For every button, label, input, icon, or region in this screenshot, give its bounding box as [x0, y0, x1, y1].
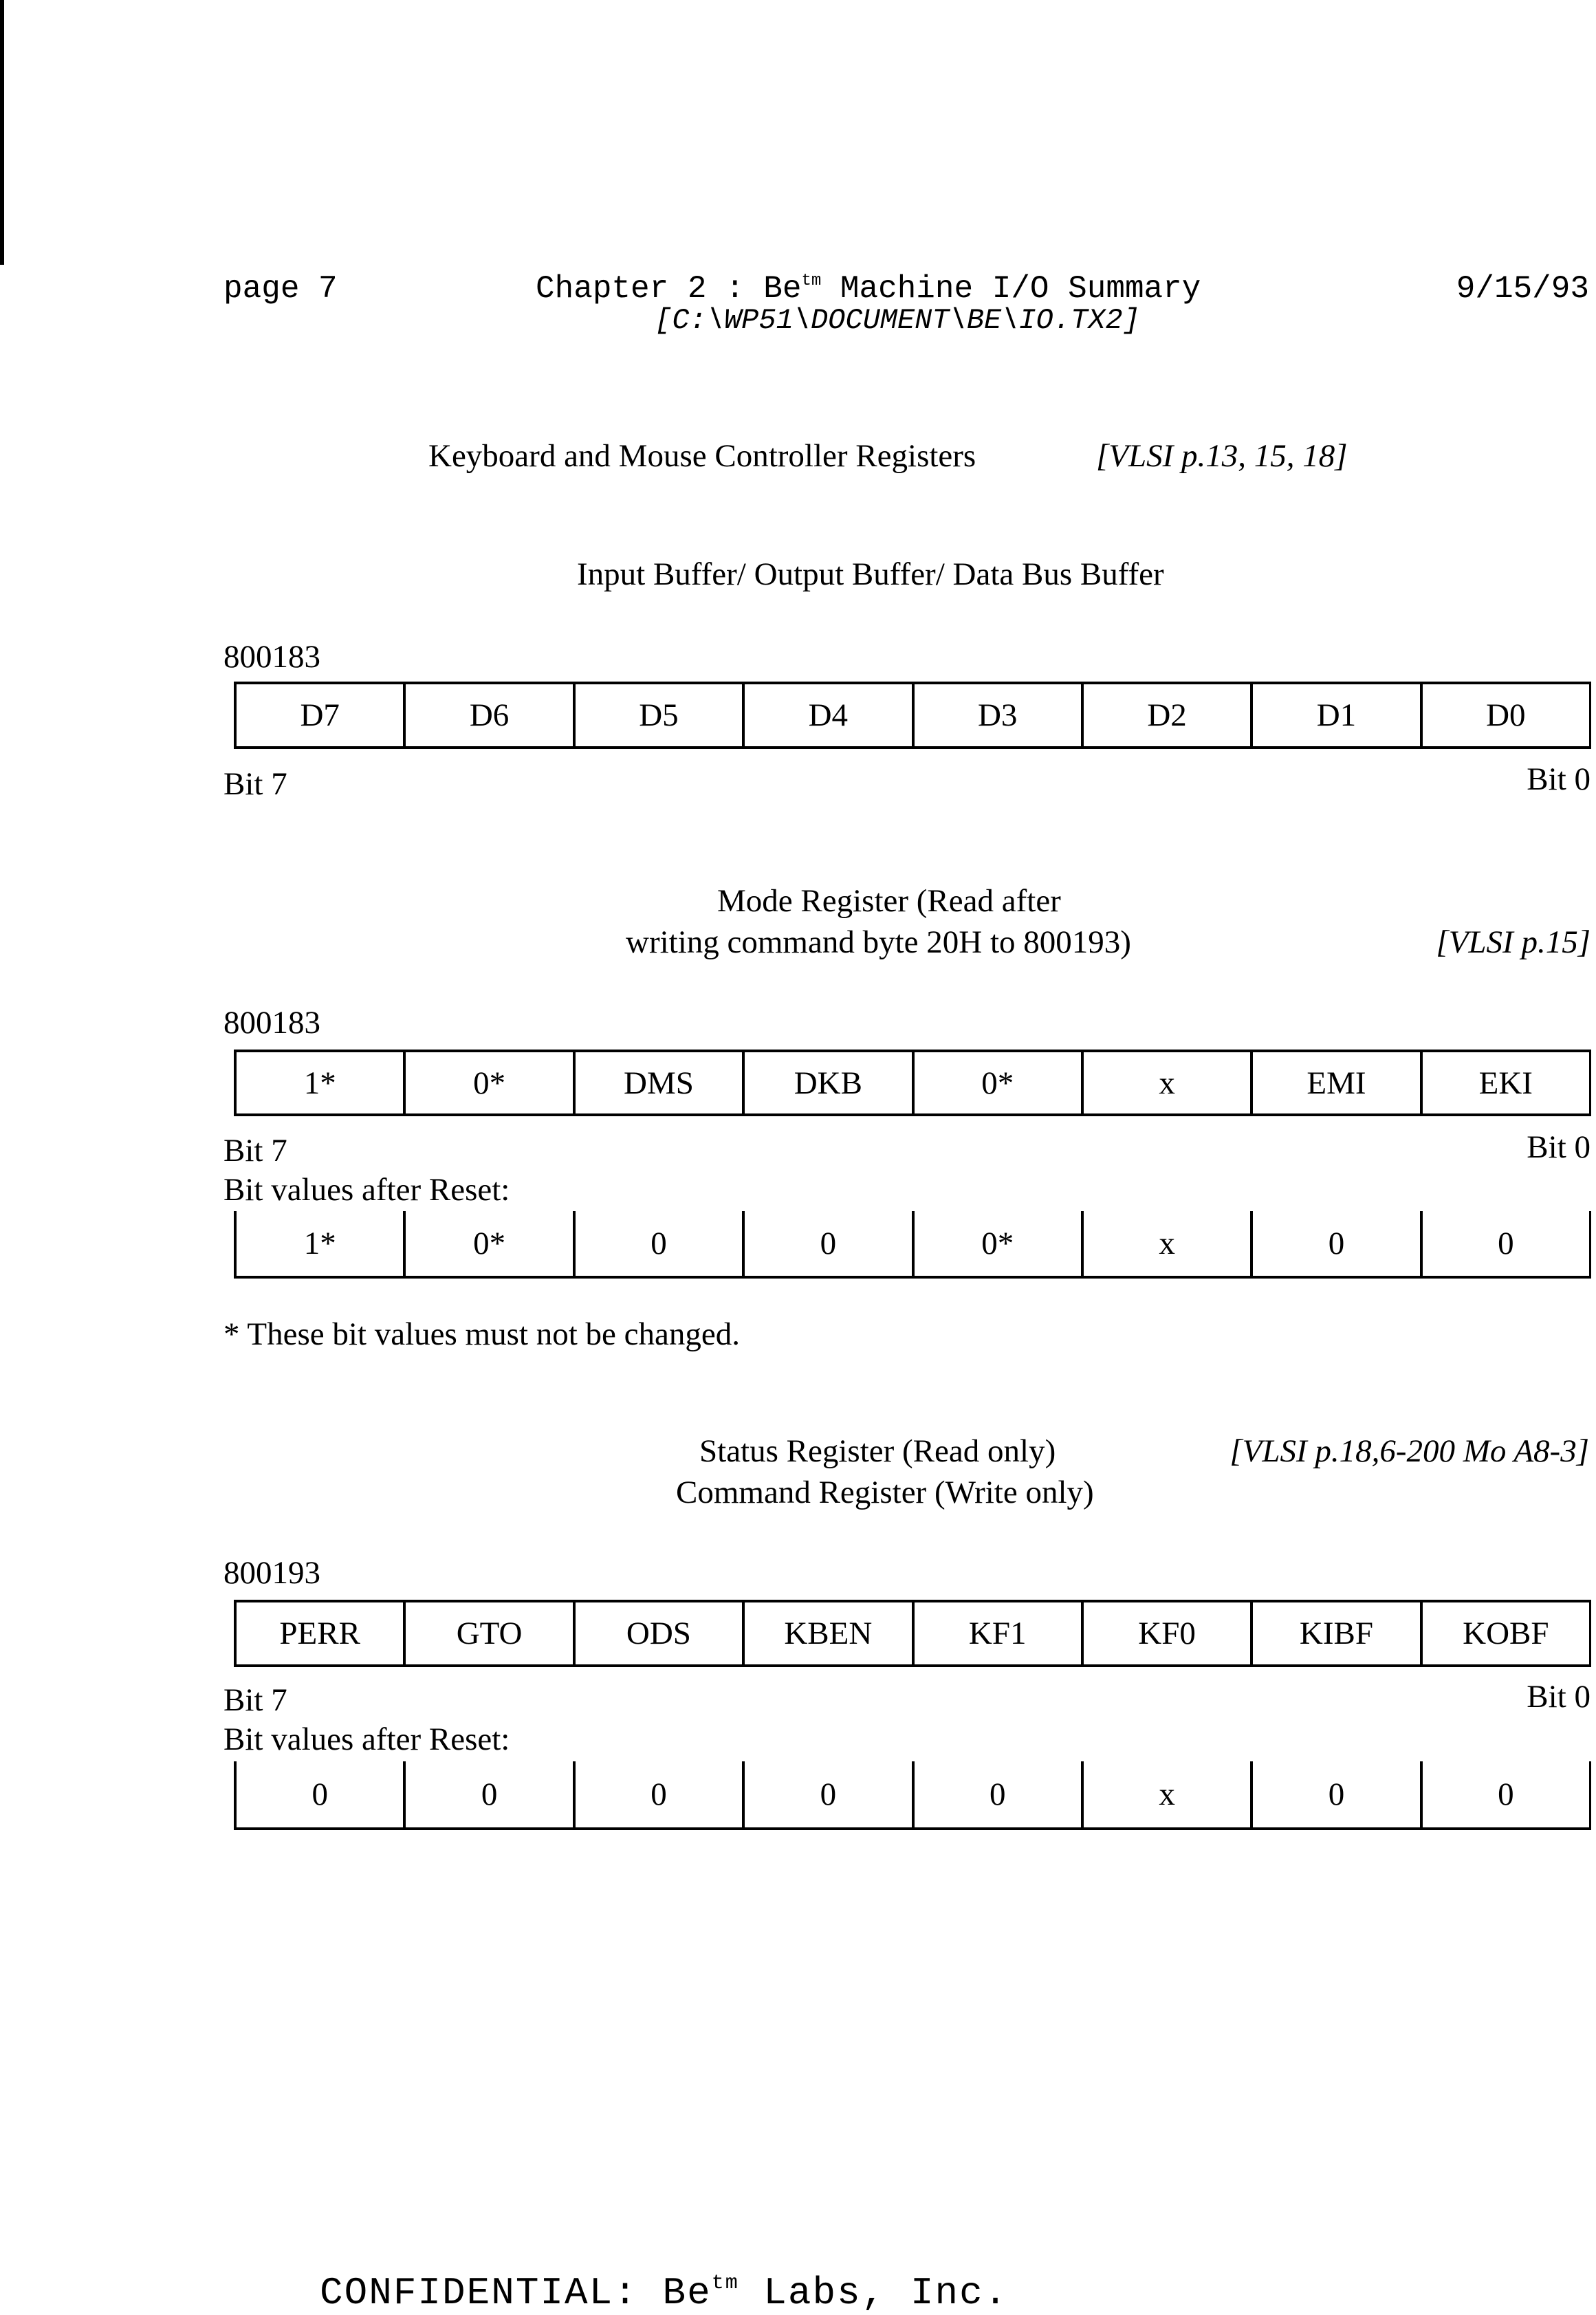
- reset-value-cell: 0: [745, 1211, 914, 1276]
- bit-cell: x: [1084, 1052, 1253, 1113]
- file-path: [C:\WP51\DOCUMENT\BE\IO.TX2]: [655, 304, 1140, 337]
- reset-value-cell: x: [1084, 1211, 1253, 1276]
- reset-value-cell: 0: [406, 1761, 575, 1827]
- reset-value-cell: 0: [576, 1211, 745, 1276]
- bit-cell: KIBF: [1253, 1602, 1422, 1664]
- reset-value-cell: 0: [1253, 1211, 1422, 1276]
- scan-edge-mark: [0, 0, 4, 265]
- bit-cell: KF1: [915, 1602, 1084, 1664]
- register-address: 800183: [223, 1005, 320, 1041]
- chapter-title-prefix: Chapter 2 : Be: [536, 271, 802, 307]
- confidential-footer: [320, 2271, 1009, 2315]
- msb-label: Bit 7: [223, 766, 287, 802]
- footer-suffix: Labs, Inc.: [739, 2271, 1009, 2315]
- bit-cell: 0*: [406, 1052, 575, 1113]
- msb-label: Bit 7: [223, 1682, 287, 1718]
- register-address: 800183: [223, 639, 320, 675]
- reset-value-cell: 0: [915, 1761, 1084, 1827]
- lsb-label: Bit 0: [1527, 761, 1590, 797]
- bit-cell: EKI: [1478, 1065, 1533, 1101]
- reset-value-cell: 0: [1498, 1776, 1514, 1812]
- reset-values-label: Bit values after Reset:: [223, 1721, 510, 1757]
- section-reference: [VLSI p.13, 15, 18]: [1096, 438, 1348, 474]
- bit-cell: EMI: [1253, 1052, 1422, 1113]
- bit-cell: PERR: [237, 1602, 406, 1664]
- trademark-mark: tm: [711, 2272, 739, 2295]
- chapter-title: [536, 273, 1201, 305]
- reset-values-label: Bit values after Reset:: [223, 1172, 510, 1208]
- register-reference: [VLSI p.18,6-200 Mo A8-3]: [1229, 1433, 1589, 1469]
- register-title-line-2: writing command byte 20H to 800193): [626, 924, 1131, 960]
- register-address: 800193: [223, 1555, 320, 1591]
- bit-cell: 0*: [915, 1052, 1084, 1113]
- bit-cell: 1*: [237, 1052, 406, 1113]
- register-title-line-1: Status Register (Read only): [699, 1433, 1056, 1469]
- footnote: * These bit values must not be changed.: [223, 1316, 740, 1352]
- register-title: Input Buffer/ Output Buffer/ Data Bus Buffer: [577, 556, 1164, 592]
- footer-prefix: CONFIDENTIAL: Be: [320, 2271, 712, 2315]
- lsb-label: Bit 0: [1527, 1129, 1590, 1165]
- chapter-title-suffix: Machine I/O Summary: [821, 271, 1201, 307]
- bit-cell: D5: [576, 684, 745, 746]
- reset-value-cell: 0*: [915, 1211, 1084, 1276]
- reset-value-cell: 0*: [406, 1211, 575, 1276]
- reset-value-cell: 0: [1253, 1761, 1422, 1827]
- register-bit-table: [234, 1600, 1591, 1667]
- reset-value-cell: 0: [1498, 1226, 1514, 1261]
- bit-cell: ODS: [576, 1602, 745, 1664]
- bit-cell: KF0: [1084, 1602, 1253, 1664]
- bit-cell: D7: [237, 684, 406, 746]
- reset-value-cell: 1*: [237, 1211, 406, 1276]
- bit-cell: D3: [915, 684, 1084, 746]
- bit-cell: KBEN: [745, 1602, 914, 1664]
- bit-cell: GTO: [406, 1602, 575, 1664]
- bit-cell: D4: [745, 684, 914, 746]
- reset-values-table: [234, 1761, 1591, 1830]
- bit-cell: DMS: [576, 1052, 745, 1113]
- bit-cell: KOBF: [1463, 1616, 1549, 1651]
- reset-value-cell: 0: [576, 1761, 745, 1827]
- bit-cell: D1: [1253, 684, 1422, 746]
- register-reference: [VLSI p.15]: [1436, 924, 1590, 960]
- bit-cell: DKB: [745, 1052, 914, 1113]
- bit-cell: D6: [406, 684, 575, 746]
- page-number: page 7: [223, 271, 338, 307]
- register-title-line-1: Mode Register (Read after: [717, 883, 1061, 919]
- lsb-label: Bit 0: [1527, 1679, 1590, 1715]
- reset-value-cell: x: [1084, 1761, 1253, 1827]
- bit-cell: D0: [1486, 697, 1526, 733]
- trademark-mark: tm: [801, 272, 822, 290]
- register-bit-table: [234, 1050, 1591, 1116]
- reset-values-table: [234, 1211, 1591, 1279]
- section-title: Keyboard and Mouse Controller Registers: [428, 438, 976, 474]
- reset-value-cell: 0: [237, 1761, 406, 1827]
- register-bit-table: [234, 682, 1591, 749]
- bit-cell: D2: [1084, 684, 1253, 746]
- register-title-line-2: Command Register (Write only): [676, 1475, 1094, 1510]
- document-date: 9/15/93: [1456, 271, 1589, 307]
- msb-label: Bit 7: [223, 1133, 287, 1169]
- reset-value-cell: 0: [745, 1761, 914, 1827]
